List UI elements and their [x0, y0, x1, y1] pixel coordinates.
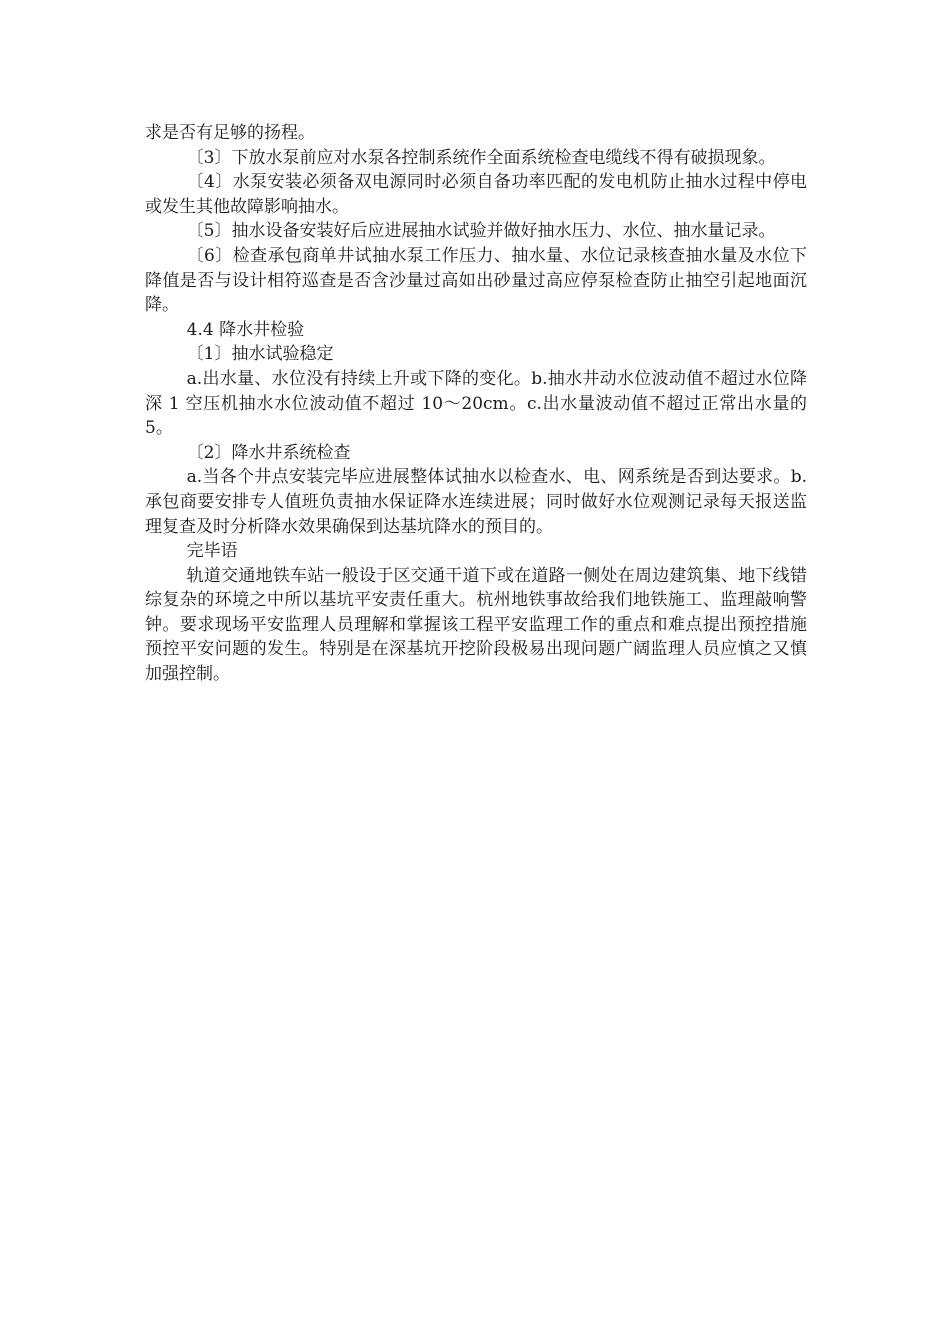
subheading-pumping-test: 〔1〕抽水试验稳定	[186, 344, 334, 365]
paragraph-item-4: 〔4〕水泵安装必须备双电源同时必须自备功率匹配的发电机防止抽水过程中停电或发生其他故障影响抽水。	[145, 172, 807, 217]
section-heading-4-4: 4.4 降水井检验	[186, 319, 305, 340]
conclusion-paragraph: 轨道交通地铁车站一般设于区交通干道下或在道路一侧处在周边建筑集、地下线错综复杂的环境之中所以基坑平安责任重大。杭州地铁事故给我们地铁施工、监理敲响警钟。要求现场平安监理人员理解和掌握该工程平安监理工作的重点和难点提出预控措施预控平安问题的发生。特别是在深基坑开挖阶段极易出现问题广阔监理人员应慎之又慎加强控制。	[145, 565, 807, 685]
paragraph-item-6: 〔6〕检查承包商单井试抽水泵工作压力、抽水量、水位记录核查抽水量及水位下降值是否与设计相符巡查是否含沙量过高如出砂量过高应停泵检查防止抽空引起地面沉降。	[145, 245, 807, 316]
paragraph-item-5: 〔5〕抽水设备安装好后应进展抽水试验并做好抽水压力、水位、抽水量记录。	[186, 221, 776, 242]
subheading-system-check: 〔2〕降水井系统检查	[186, 442, 351, 463]
conclusion-heading: 完毕语	[186, 541, 238, 562]
paragraph-item-3: 〔3〕下放水泵前应对水泵各控制系统作全面系统检查电缆线不得有破损现象。	[186, 147, 776, 168]
paragraph-system-check: a.当各个井点安装完毕应进展整体试抽水以检查水、电、网系统是否到达要求。b.承包商要安排专人值班负责抽水保证降水连续进展；同时做好水位观测记录每天报送监理复查及时分析降水效果确保到达基坑降水的预目的。	[145, 467, 807, 537]
paragraph-continuation: 求是否有足够的扬程。	[145, 123, 315, 143]
document-body	[145, 121, 807, 687]
paragraph-pumping-test-criteria: a.出水量、水位没有持续上升或下降的变化。b.抽水井动水位波动值不超过水位降深 1 空压机抽水水位波动值不超过 10～20cm。c.出水量波动值不超过正常出水量的 5。	[145, 368, 807, 439]
